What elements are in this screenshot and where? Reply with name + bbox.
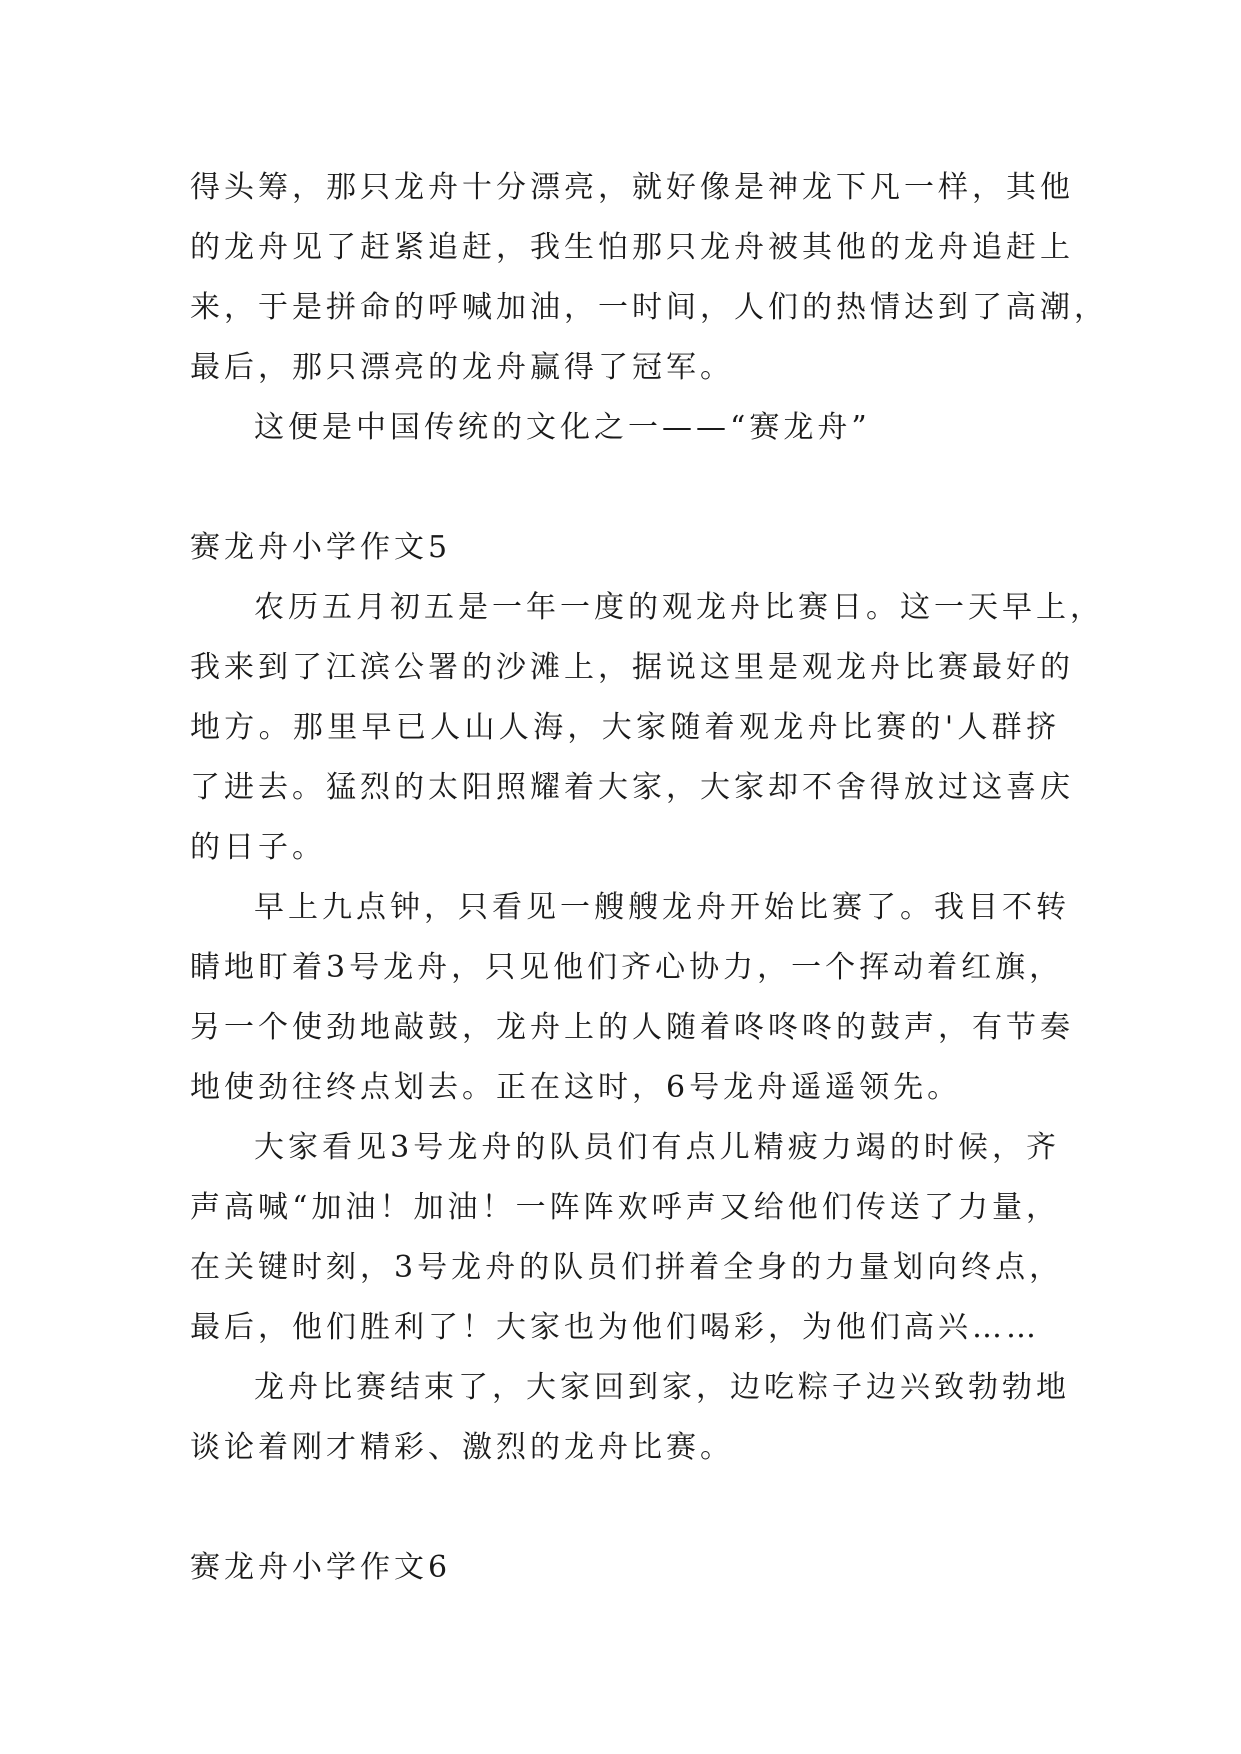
text-line: 的日子。 [190, 830, 326, 865]
text-line: 地使劲往终点划去。正在这时，6号龙舟遥遥领先。 [190, 1070, 962, 1105]
text-line: 了进去。猛烈的太阳照耀着大家，大家却不舍得放过这喜庆 [190, 770, 1074, 805]
text-line: 地方。那里早已人山人海，大家随着观龙舟比赛的'人群挤 [190, 710, 1060, 745]
intro-paragraph [190, 158, 1108, 398]
document-page [190, 158, 1108, 1598]
text-line: 早上九点钟，只看见一艘艘龙舟开始比赛了。我目不转 [254, 890, 1070, 925]
text-line: 声高喊“加油！加油！一阵阵欢呼声又给他们传送了力量， [190, 1190, 1060, 1225]
essay-5-paragraph-3 [190, 1118, 1064, 1358]
essay-5-heading: 赛龙舟小学作文5 [190, 530, 452, 565]
text-line: 龙舟比赛结束了，大家回到家，边吃粽子边兴致勃勃地 [254, 1370, 1070, 1405]
text-line: 农历五月初五是一年一度的观龙舟比赛日。这一天早上， [254, 590, 1104, 625]
essay-5-paragraph-2 [190, 878, 1074, 1118]
text-line: 我来到了江滨公署的沙滩上，据说这里是观龙舟比赛最好的 [190, 650, 1074, 685]
essay-6-heading: 赛龙舟小学作文6 [190, 1550, 452, 1585]
text-line: 大家看见3号龙舟的队员们有点儿精疲力竭的时候，齐 [254, 1130, 1060, 1165]
text-line: 的龙舟见了赶紧追赶，我生怕那只龙舟被其他的龙舟追赶上 [190, 230, 1074, 265]
text-line: 最后，他们胜利了！大家也为他们喝彩，为他们高兴…… [190, 1310, 1040, 1345]
text-line: 另一个使劲地敲鼓，龙舟上的人随着咚咚咚的鼓声，有节奏 [190, 1010, 1074, 1045]
text-line: 在关键时刻，3号龙舟的队员们拼着全身的力量划向终点， [190, 1250, 1064, 1285]
text-line: 谈论着刚才精彩、激烈的龙舟比赛。 [190, 1430, 734, 1465]
essay-5-paragraph-4 [190, 1358, 1070, 1478]
text-line: 得头筹，那只龙舟十分漂亮，就好像是神龙下凡一样，其他 [190, 170, 1074, 205]
essay-5-paragraph-1 [190, 578, 1104, 878]
closing-sentence: 这便是中国传统的文化之一——“赛龙舟” [254, 410, 871, 445]
text-line: 睛地盯着3号龙舟，只见他们齐心协力，一个挥动着红旗， [190, 950, 1064, 985]
text-line: 来，于是拼命的呼喊加油，一时间，人们的热情达到了高潮， [190, 290, 1108, 325]
text-line: 最后，那只漂亮的龙舟赢得了冠军。 [190, 350, 734, 385]
